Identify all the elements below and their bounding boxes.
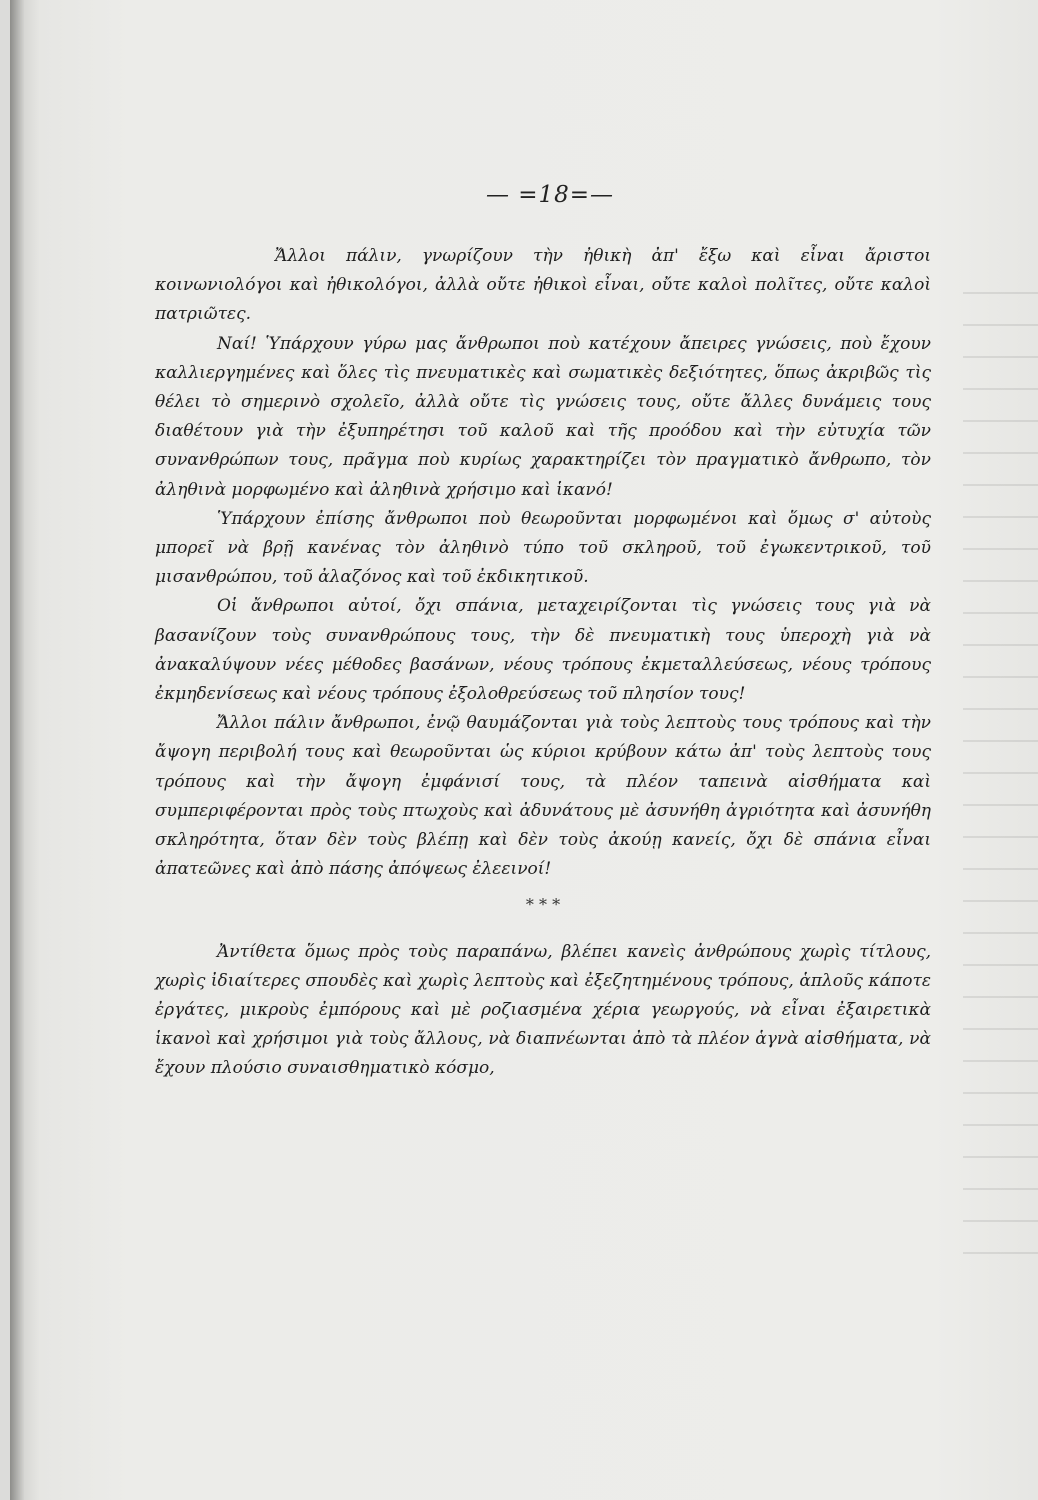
page-spine <box>10 0 24 1500</box>
bleed-through-text <box>963 270 1038 1270</box>
book-page <box>10 0 1038 1500</box>
paragraph: Ἄλλοι πάλιν ἄνθρωποι, ἐνῷ θαυμάζονται γιὰ τοὺς λεπτοὺς τους τρόπους καὶ τὴν ἄψογη περιβολή τους καὶ θεωροῦνται ὡς κύριοι κρύβουν κάτω ἀπ' τοὺς λεπτοὺς τους τρόπους καὶ τὴν ἄψογη ἐμφάνισί τους, τὰ πλέον ταπεινὰ αἰσθήματα καὶ συμπεριφέρονται πρὸς τοὺς πτωχοὺς καὶ ἀδυνάτους μὲ ἀσυνήθη ἀγριότητα καὶ ἀσυνήθη σκληρότητα, ὅταν δὲν τοὺς βλέπῃ καὶ δὲν τοὺς ἀκούῃ κανείς, ὄχι δὲ σπάνια εἶναι ἀπατεῶνες καὶ ἀπὸ πάσης ἀπόψεως ἐλεεινοί! <box>155 713 931 880</box>
paragraph: Οἱ ἄνθρωποι αὐτοί, ὄχι σπάνια, μεταχειρίζονται τὶς γνώσεις τους γιὰ νὰ βασανίζουν τοὺς συνανθρώπους τους, τὴν δὲ πνευματικὴ τους ὑπεροχὴ γιὰ νὰ ἀνακαλύψουν νέες μέθοδες βασάνων, νέους τρόπους ἐκμεταλλεύσεως, νέους τρόπους ἐκμηδενίσεως καὶ νέους τρόπους ἐξολοθρεύσεως τοῦ πλησίον τους! <box>155 596 931 705</box>
section-separator: * * * <box>525 895 561 915</box>
paragraph: Ἄλλοι πάλιν, γνωρίζουν τὴν ἠθικὴ ἀπ' ἔξω καὶ εἶναι ἄριστοι κοινωνιολόγοι καὶ ἠθικολόγοι, ἀλλὰ οὔτε ἠθικοὶ εἶναι, οὔτε καλοὶ πολῖτες, οὔτε καλοὶ πατριῶτες. <box>155 246 931 325</box>
paragraph: Ναί! Ὑπάρχουν γύρω μας ἄνθρωποι ποὺ κατέχουν ἄπειρες γνώσεις, ποὺ ἔχουν καλλιεργημένες καὶ ὅλες τὶς πνευματικὲς καὶ σωματικὲς δεξιότητες, ὅπως ἀκριβῶς τὶς θέλει τὸ σημερινὸ σχολεῖο, ἀλλὰ οὔτε τὶς γνώσεις τους, οὔτε ἄλλες δυνάμεις τους διαθέτουν γιὰ τὴν ἐξυπηρέτησι τοῦ καλοῦ καὶ τῆς προόδου καὶ τὴν εὐτυχία τῶν συνανθρώπων τους, πρᾶγμα ποὺ κυρίως χαρακτηρίζει τὸν πραγματικὸ ἄνθρωπο, τὸν ἀληθινὰ μορφωμένο καὶ ἀληθινὰ χρήσιμο καὶ ἱκανό! <box>155 333 931 500</box>
page-number: — =18=— <box>485 182 615 208</box>
paragraph: Ἀντίθετα ὅμως πρὸς τοὺς παραπάνω, βλέπει κανεὶς ἀνθρώπους χωρὶς τίτλους, χωρὶς ἰδιαίτερες σπουδὲς καὶ χωρὶς λεπτοὺς καὶ ἐξεζητημένους τρόπους, ἁπλοῦς κάποτε ἐργάτες, μικροὺς ἐμπόρους καὶ μὲ ροζιασμένα χέρια γεωργούς, νὰ εἶναι ἐξαιρετικὰ ἱκανοὶ καὶ χρήσιμοι γιὰ τοὺς ἄλλους, νὰ διαπνέωνται ἀπὸ τὰ πλέον ἁγνὰ αἰσθήματα, νὰ ἔχουν πλούσιο συναισθηματικὸ κόσμο, <box>155 941 931 1079</box>
paragraph: Ὑπάρχουν ἐπίσης ἄνθρωποι ποὺ θεωροῦνται μορφωμένοι καὶ ὅμως σ' αὐτοὺς μπορεῖ νὰ βρῇ κανένας τὸν ἀληθινὸ τύπο τοῦ σκληροῦ, τοῦ ἐγωκεντρικοῦ, τοῦ μισανθρώπου, τοῦ ἀλαζόνος καὶ τοῦ ἐκδικητικοῦ. <box>155 508 931 588</box>
body-text <box>155 242 931 1084</box>
